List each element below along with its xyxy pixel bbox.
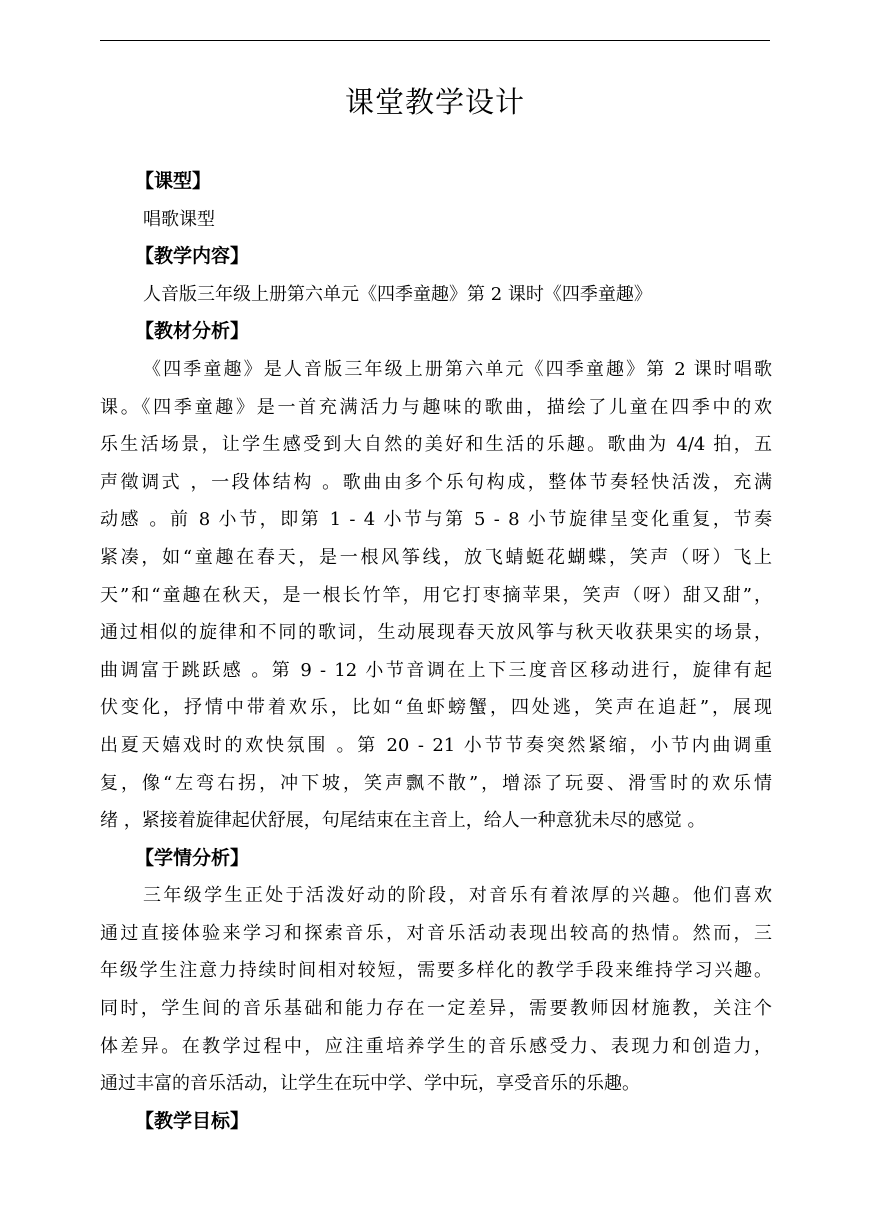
paragraph-line: 三年级学生正处于活泼好动的阶段，对音乐有着浓厚的兴趣。他们喜欢 xyxy=(143,885,772,907)
material-analysis-paragraph xyxy=(100,351,772,840)
paragraph-line: 声徵调式 ，一段体结构 。歌曲由多个乐句构成，整体节奏轻快活泼，充满 xyxy=(100,471,772,493)
paragraph-line: 通过相似的旋律和不同的歌词，生动展现春天放风筝与秋天收获果实的场景， xyxy=(100,622,772,644)
section-heading-teaching-content: 【教学内容】 xyxy=(135,245,250,268)
paragraph-line: 动感 。前 8 小节，即第 1 - 4 小节与第 5 - 8 小节旋律呈变化重复，节奏 xyxy=(100,509,772,531)
paragraph-line: 乐生活场景，让学生感受到大自然的美好和生活的乐趣。歌曲为 4/4 拍，五 xyxy=(100,434,772,456)
paragraph-line: 天”和“童趣在秋天，是一根长竹竿，用它打枣摘苹果，笑声（呀）甜又甜”， xyxy=(100,584,772,606)
paragraph-line: 年级学生注意力持续时间相对较短，需要多样化的教学手段来维持学习兴趣。 xyxy=(100,960,772,982)
paragraph-line: 曲调富于跳跃感 。第 9 - 12 小节音调在上下三度音区移动进行，旋律有起 xyxy=(100,659,772,681)
paragraph-line: 体差异。在教学过程中，应注重培养学生的音乐感受力、表现力和创造力， xyxy=(100,1035,772,1057)
paragraph-line: 复，像“左弯右拐，冲下坡，笑声飘不散”，增添了玩耍、滑雪时的欢乐情 xyxy=(100,772,772,794)
teaching-content-text: 人音版三年级上册第六单元《四季童趣》第 2 课时《四季童趣》 xyxy=(143,283,652,305)
paragraph-line: 通过直接体验来学习和探索音乐，对音乐活动表现出较高的热情。然而，三 xyxy=(100,922,772,944)
lesson-type-text: 唱歌课型 xyxy=(143,208,215,230)
paragraph-line: 紧凑，如“童趣在春天，是一根风筝线，放飞蜻蜓花蝴蝶，笑声（呀）飞上 xyxy=(100,546,772,568)
paragraph-line: 绪 ，紧接着旋律起伏舒展，句尾结束在主音上，给人一种意犹未尽的感觉 。 xyxy=(100,810,706,832)
document-title: 课堂教学设计 xyxy=(344,85,525,119)
document-body xyxy=(100,163,772,1140)
paragraph-line: 同时，学生间的音乐基础和能力存在一定差异，需要教师因材施教，关注个 xyxy=(100,998,772,1020)
student-analysis-paragraph xyxy=(100,877,772,1103)
paragraph-line: 《四季童趣》是人音版三年级上册第六单元《四季童趣》第 2 课时唱歌 xyxy=(143,358,772,380)
section-heading-teaching-goals: 【教学目标】 xyxy=(135,1109,250,1132)
section-heading-lesson-type: 【课型】 xyxy=(135,170,212,192)
section-heading-material-analysis: 【教材分析】 xyxy=(135,320,250,343)
header-rule xyxy=(100,40,770,41)
paragraph-line: 课。《四季童趣》是一首充满活力与趣味的歌曲，描绘了儿童在四季中的欢 xyxy=(100,396,772,418)
paragraph-line: 伏变化，抒情中带着欢乐，比如“鱼虾螃蟹，四处逃，笑声在追赶”，展现 xyxy=(100,697,772,719)
paragraph-line: 出夏天嬉戏时的欢快氛围 。第 20 - 21 小节节奏突然紧缩，小节内曲调重 xyxy=(100,734,772,756)
paragraph-line: 通过丰富的音乐活动，让学生在玩中学、学中玩，享受音乐的乐趣。 xyxy=(100,1073,640,1095)
section-heading-student-analysis: 【学情分析】 xyxy=(135,846,250,869)
